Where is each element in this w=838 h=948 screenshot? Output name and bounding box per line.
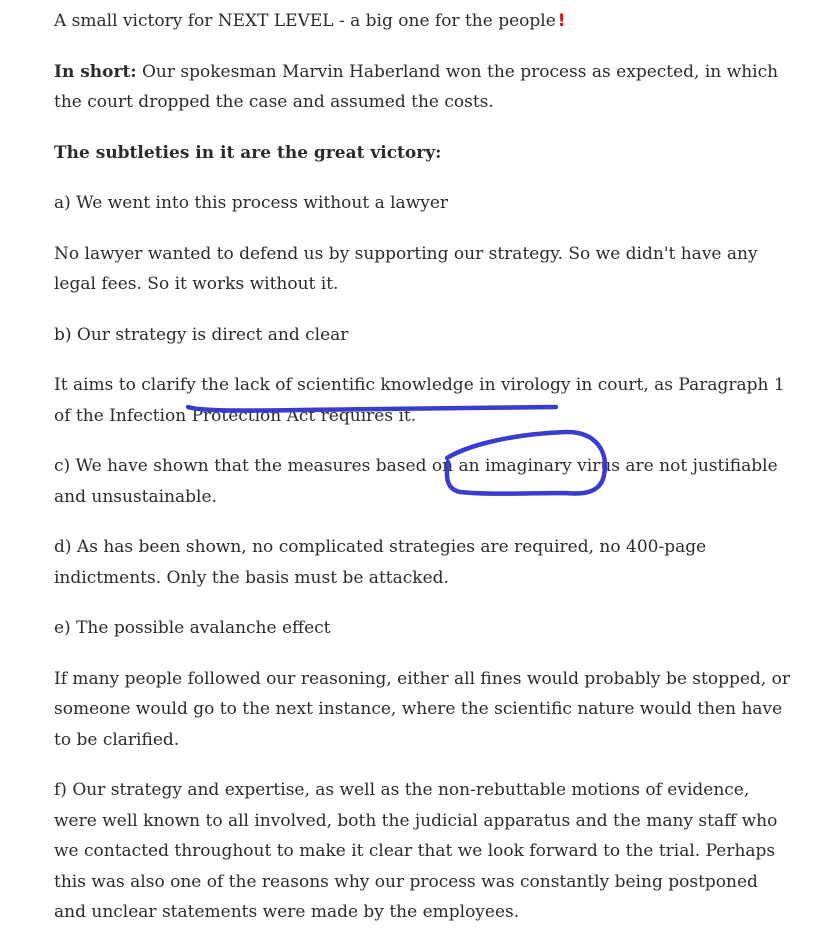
point-e-body: If many people followed our reasoning, either all fines would probably be stopped, or someone would go to the next instance, where the scientific nature would then have to be clarified.	[54, 668, 790, 750]
point-b-body: It aims to clarify the lack of scientific knowledge in virology in court, as Paragraph 1 of the Infection Protection Act requires it.	[54, 375, 785, 426]
point-d-paragraph: d) As has been shown, no complicated strategies are required, no 400-page indictments. Only the basis must be attacked.	[54, 537, 707, 588]
point-c-text-end: are not justifiable and unsustainable.	[54, 456, 778, 507]
point-c-text-start: c) We have shown that the measures based on	[54, 456, 459, 476]
article-body	[54, 6, 794, 948]
point-a-heading: a) We went into this process without a lawyer	[54, 193, 449, 213]
point-c-highlight: an imaginary virus	[458, 456, 621, 476]
exclamation-icon: !	[557, 11, 566, 31]
article-title	[54, 6, 794, 37]
point-b-heading: b) Our strategy is direct and clear	[54, 324, 349, 345]
summary-paragraph	[54, 57, 794, 118]
subtleties-heading-text: The subtleties in it are the great victory:	[54, 142, 442, 163]
point-e-heading: e) The possible avalanche effect	[54, 618, 331, 638]
subtleties-heading	[54, 138, 794, 169]
point-f-paragraph: f) Our strategy and expertise, as well as the non-rebuttable motions of evidence, were well known to all involved, both the judicial apparatus and the many staff who we contacted throughout to make it clear that we look forward to the trial. Perhaps this was also one of the reasons why our process was constantly being postponed and unclear statements were made by the employees.	[54, 780, 778, 922]
summary-text: Our spokesman Marvin Haberland won the process as expected, in which the court dropped the case and assumed the costs.	[54, 61, 779, 112]
summary-label: In short:	[54, 61, 137, 82]
point-c-paragraph	[54, 451, 794, 512]
title-text: A small victory for NEXT LEVEL - a big one for the people	[54, 11, 556, 31]
point-a-body: No lawyer wanted to defend us by supporting our strategy. So we didn't have any legal fees. So it works without it.	[54, 243, 758, 294]
